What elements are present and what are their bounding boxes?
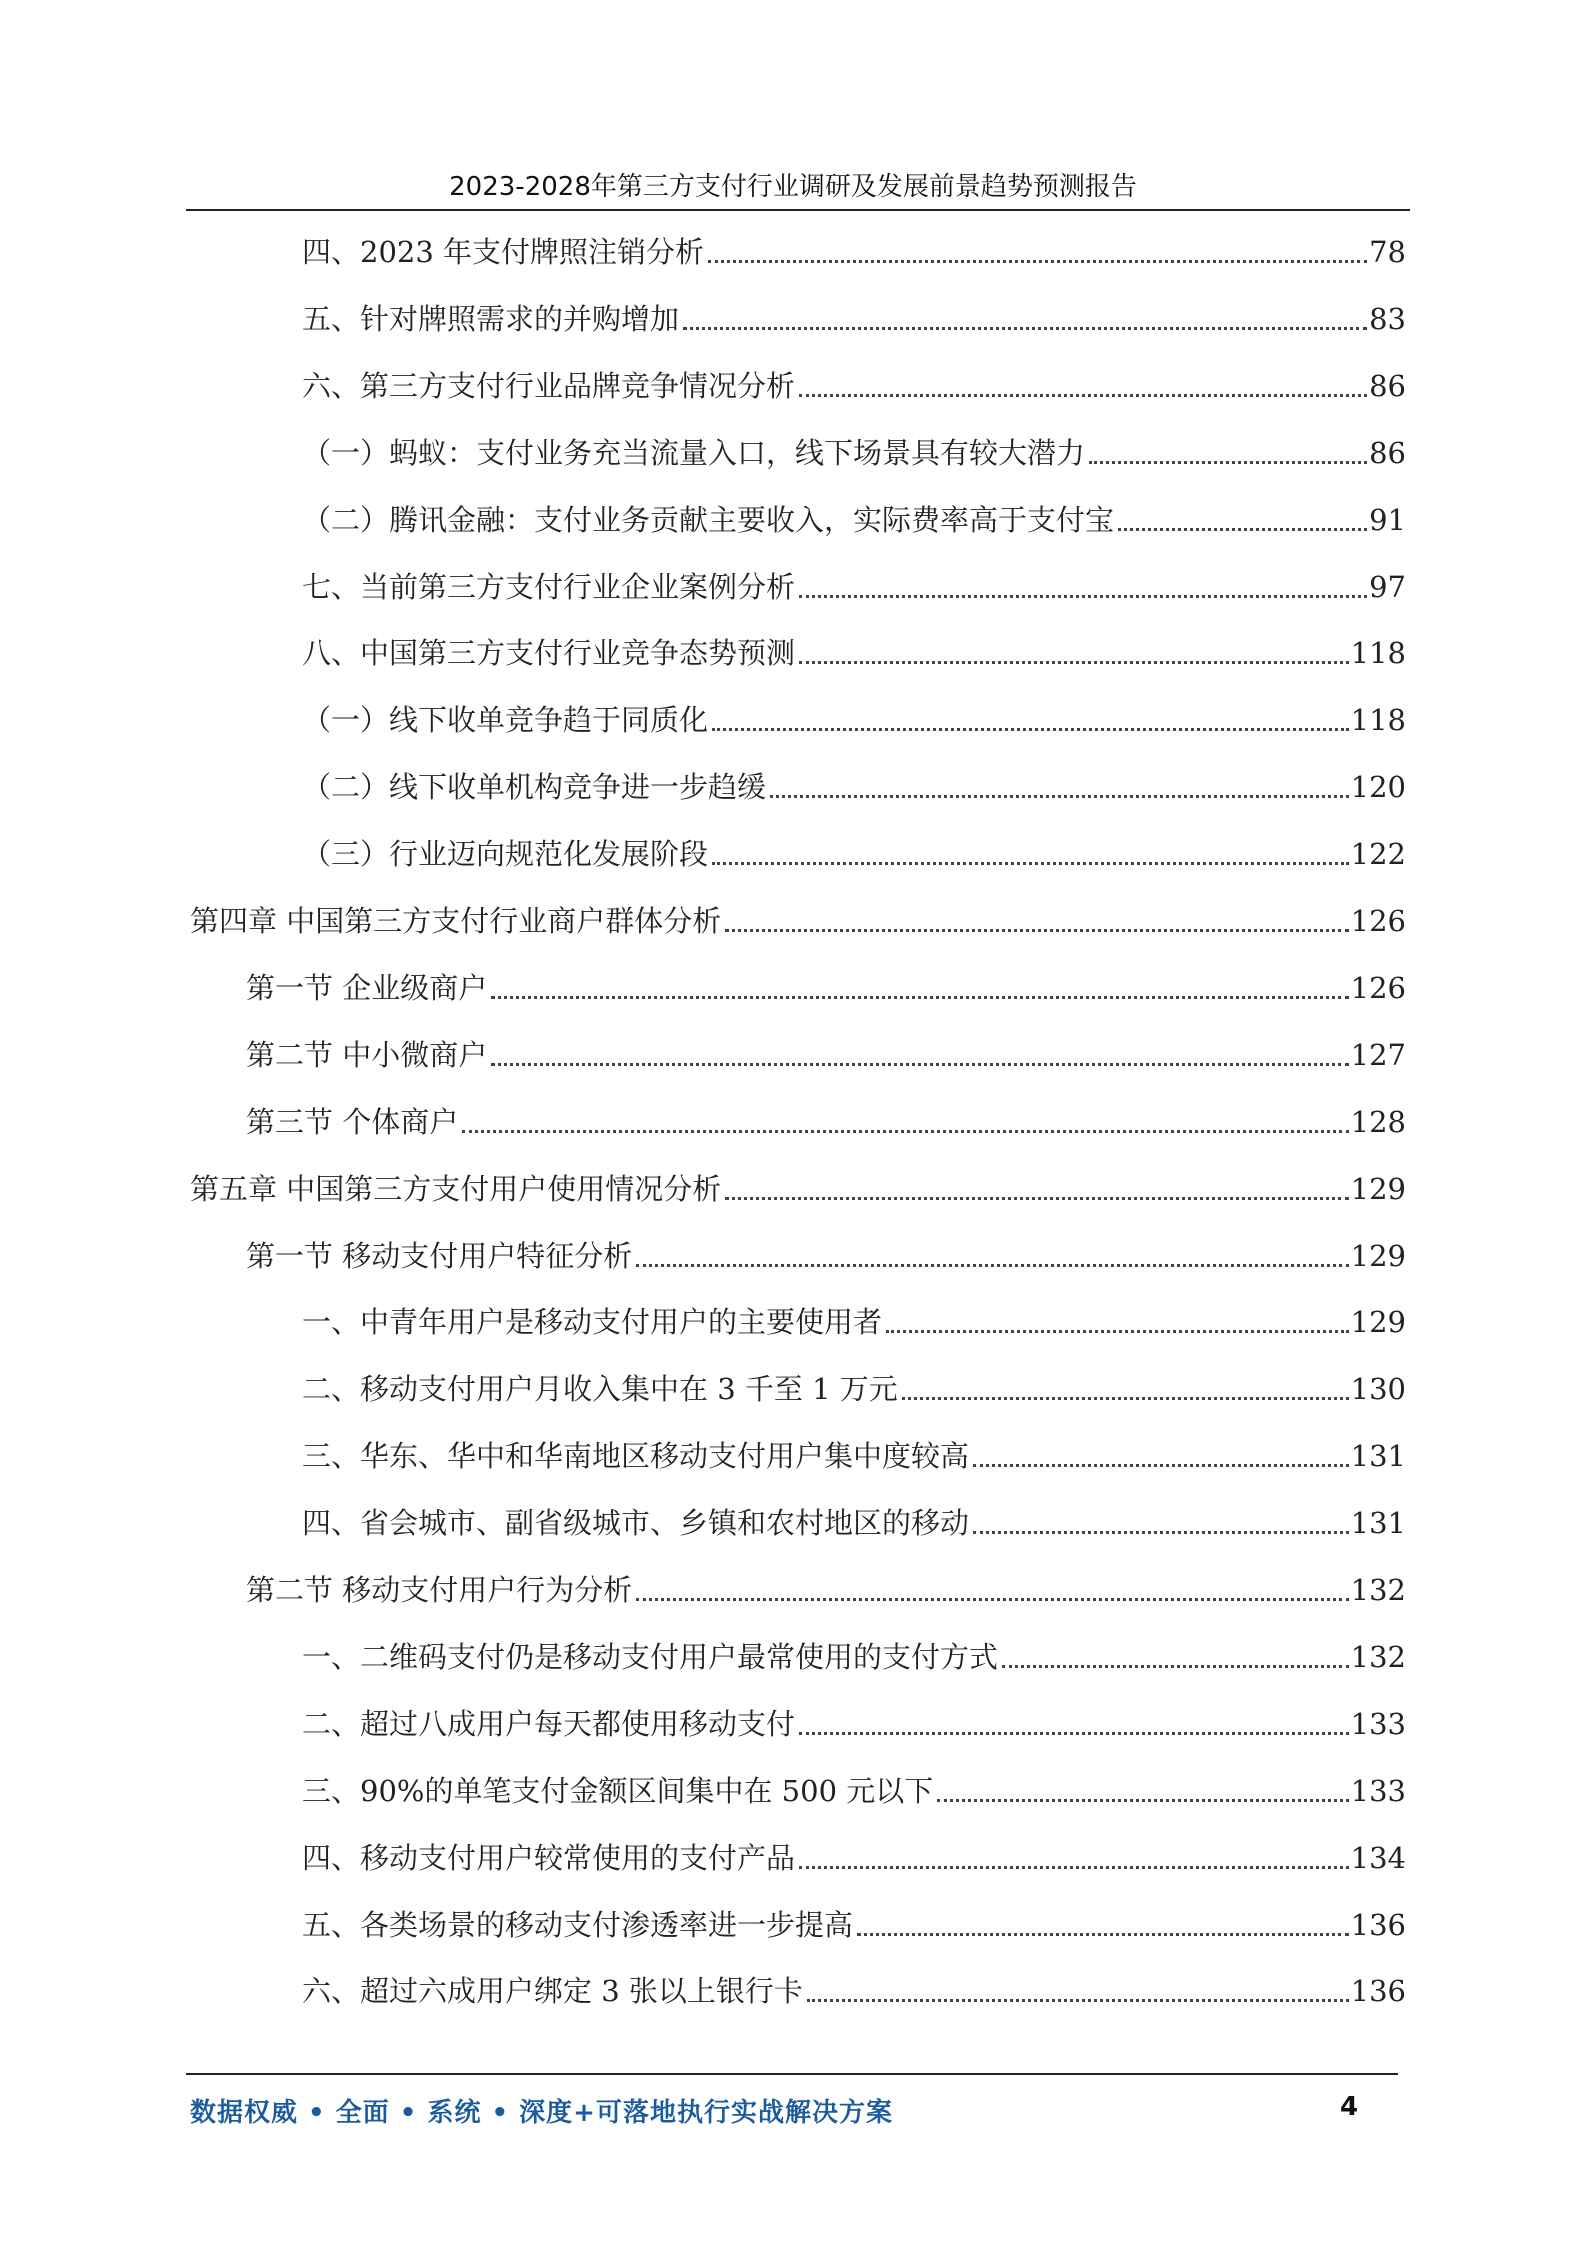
- toc-entry-page: 133: [1350, 1706, 1406, 1741]
- toc-dot-leader: [886, 1330, 1349, 1333]
- toc-entry-page: 136: [1350, 1974, 1406, 2009]
- toc-dot-leader: [807, 1999, 1349, 2002]
- toc-entry-page: 131: [1350, 1506, 1406, 1541]
- toc-dot-leader: [902, 1397, 1349, 1400]
- toc-entry-title: 四、省会城市、副省级城市、乡镇和农村地区的移动: [302, 1506, 970, 1541]
- toc-entry-page: 126: [1350, 904, 1406, 938]
- toc-entry-page: 136: [1350, 1907, 1406, 1942]
- toc-dot-leader: [973, 1464, 1349, 1467]
- toc-entry[interactable]: [302, 1704, 1406, 1744]
- toc-entry-title: 三、90%的单笔支付金额区间集中在 500 元以下: [302, 1773, 934, 1808]
- toc-entry-page: 131: [1350, 1439, 1406, 1474]
- toc-entry[interactable]: [302, 299, 1406, 339]
- toc-entry-page: 118: [1350, 703, 1406, 738]
- toc-entry-page: 127: [1350, 1037, 1406, 1072]
- toc-entry-title: 二、超过八成用户每天都使用移动支付: [302, 1706, 796, 1741]
- toc-entry[interactable]: [302, 366, 1406, 406]
- toc-dot-leader: [462, 1130, 1348, 1133]
- toc-entry-page: 132: [1350, 1573, 1406, 1607]
- toc-entry-page: 129: [1350, 1171, 1406, 1206]
- toc-entry[interactable]: [302, 1369, 1406, 1409]
- toc-entry-title: 一、二维码支付仍是移动支付用户最常使用的支付方式: [302, 1639, 999, 1674]
- toc-entry-title: 四、移动支付用户较常使用的支付产品: [302, 1840, 796, 1875]
- toc-dot-leader: [491, 1063, 1348, 1066]
- toc-entry-page: 86: [1369, 368, 1406, 403]
- toc-entry-page: 134: [1350, 1840, 1406, 1875]
- toc-entry[interactable]: [190, 901, 1406, 941]
- toc-entry-title: 五、各类场景的移动支付渗透率进一步提高: [302, 1907, 854, 1942]
- toc-entry[interactable]: [302, 1905, 1406, 1945]
- toc-dot-leader: [857, 1933, 1349, 1936]
- toc-entry-title: 第二节 中小微商户: [246, 1037, 488, 1072]
- toc-dot-leader: [770, 795, 1349, 798]
- toc-entry[interactable]: [302, 633, 1406, 673]
- toc-entry[interactable]: [302, 767, 1406, 807]
- toc-dot-leader: [491, 996, 1348, 999]
- toc-entry[interactable]: [302, 567, 1406, 607]
- toc-dot-leader: [937, 1799, 1348, 1802]
- toc-entry-page: 133: [1350, 1773, 1406, 1808]
- toc-entry[interactable]: [302, 1302, 1406, 1342]
- toc-dot-leader: [799, 1732, 1349, 1735]
- toc-entry-page: 91: [1369, 502, 1406, 537]
- toc-entry[interactable]: [246, 1570, 1406, 1610]
- toc-entry[interactable]: [302, 1771, 1406, 1811]
- toc-entry-title: 三、华东、华中和华南地区移动支付用户集中度较高: [302, 1439, 970, 1474]
- toc-dot-leader: [725, 1197, 1348, 1200]
- toc-dot-leader: [1089, 461, 1367, 464]
- footer-slogan: 数据权威 • 全面 • 系统 • 深度+可落地执行实战解决方案: [190, 2098, 893, 2128]
- page-header-title: 2023-2028年第三方支付行业调研及发展前景趋势预测报告: [449, 172, 1137, 202]
- toc-entry-title: 五、针对牌照需求的并购增加: [302, 301, 680, 336]
- toc-entry[interactable]: [302, 1503, 1406, 1543]
- toc-dot-leader: [712, 862, 1349, 865]
- toc-entry[interactable]: [302, 1637, 1406, 1677]
- toc-dot-leader: [973, 1531, 1349, 1534]
- toc-entry-title: （三）行业迈向规范化发展阶段: [302, 837, 709, 872]
- toc-entry-title: 第一节 移动支付用户特征分析: [246, 1238, 633, 1273]
- toc-entry-title: 一、中青年用户是移动支付用户的主要使用者: [302, 1305, 883, 1340]
- toc-entry-page: 129: [1350, 1238, 1406, 1273]
- toc-entry-page: 83: [1369, 301, 1406, 336]
- toc-entry[interactable]: [302, 500, 1406, 540]
- toc-dot-leader: [799, 661, 1349, 664]
- toc-entry[interactable]: [246, 1035, 1406, 1075]
- toc-entry-page: 122: [1350, 837, 1406, 872]
- toc-entry-title: （一）线下收单竞争趋于同质化: [302, 703, 709, 738]
- toc-entry-page: 78: [1369, 235, 1406, 269]
- toc-entry-page: 97: [1369, 569, 1406, 604]
- toc-entry-page: 118: [1350, 636, 1406, 671]
- toc-dot-leader: [636, 1598, 1348, 1601]
- toc-entry-page: 120: [1350, 770, 1406, 805]
- toc-entry-title: 六、第三方支付行业品牌竞争情况分析: [302, 368, 796, 403]
- toc-entry[interactable]: [302, 1436, 1406, 1476]
- toc-entry-title: 六、超过六成用户绑定 3 张以上银行卡: [302, 1974, 803, 2009]
- toc-dot-leader: [1002, 1665, 1349, 1668]
- toc-entry[interactable]: [246, 1102, 1406, 1142]
- toc-entry[interactable]: [302, 700, 1406, 740]
- footer-page-number: 4: [1340, 2092, 1359, 2122]
- toc-entry-title: 七、当前第三方支付行业企业案例分析: [302, 569, 796, 604]
- toc-entry-title: （一）蚂蚁：支付业务充当流量入口，线下场景具有较大潜力: [302, 435, 1086, 470]
- toc-entry[interactable]: [302, 232, 1406, 272]
- toc-entry[interactable]: [246, 968, 1406, 1008]
- toc-entry-page: 129: [1350, 1305, 1406, 1340]
- toc-dot-leader: [708, 260, 1367, 263]
- toc-entry-page: 132: [1350, 1639, 1406, 1674]
- toc-entry-title: （二）腾讯金融：支付业务贡献主要收入，实际费率高于支付宝: [302, 502, 1115, 537]
- toc-entry[interactable]: [302, 834, 1406, 874]
- toc-dot-leader: [799, 1866, 1349, 1869]
- toc-dot-leader: [799, 394, 1367, 397]
- toc-entry-title: 第三节 个体商户: [246, 1104, 459, 1139]
- toc-entry-title: 四、2023 年支付牌照注销分析: [302, 235, 705, 269]
- toc-entry-title: 第一节 企业级商户: [246, 970, 488, 1005]
- toc-entry-title: 八、中国第三方支付行业竞争态势预测: [302, 636, 796, 671]
- toc-dot-leader: [1118, 528, 1367, 531]
- toc-entry-page: 130: [1350, 1372, 1406, 1407]
- toc-entry[interactable]: [246, 1236, 1406, 1276]
- toc-entry-title: 第五章 中国第三方支付用户使用情况分析: [190, 1171, 722, 1206]
- toc-dot-leader: [636, 1264, 1348, 1267]
- toc-entry-title: 二、移动支付用户月收入集中在 3 千至 1 万元: [302, 1372, 898, 1407]
- toc-entry-title: 第二节 移动支付用户行为分析: [246, 1573, 633, 1607]
- toc-entry[interactable]: [302, 433, 1406, 473]
- toc-entry-title: 第四章 中国第三方支付行业商户群体分析: [190, 904, 722, 938]
- toc-entry[interactable]: [302, 1971, 1406, 2011]
- toc-entry-title: （二）线下收单机构竞争进一步趋缓: [302, 770, 767, 805]
- toc-entry-page: 86: [1369, 435, 1406, 470]
- footer-divider: [186, 2073, 1398, 2075]
- toc-dot-leader: [712, 728, 1349, 731]
- toc-dot-leader: [799, 595, 1367, 598]
- toc-dot-leader: [683, 327, 1367, 330]
- toc-entry[interactable]: [302, 1838, 1406, 1878]
- toc-dot-leader: [725, 929, 1348, 932]
- toc-entry-page: 128: [1350, 1104, 1406, 1139]
- toc-entry-page: 126: [1350, 970, 1406, 1005]
- toc-entry[interactable]: [190, 1169, 1406, 1209]
